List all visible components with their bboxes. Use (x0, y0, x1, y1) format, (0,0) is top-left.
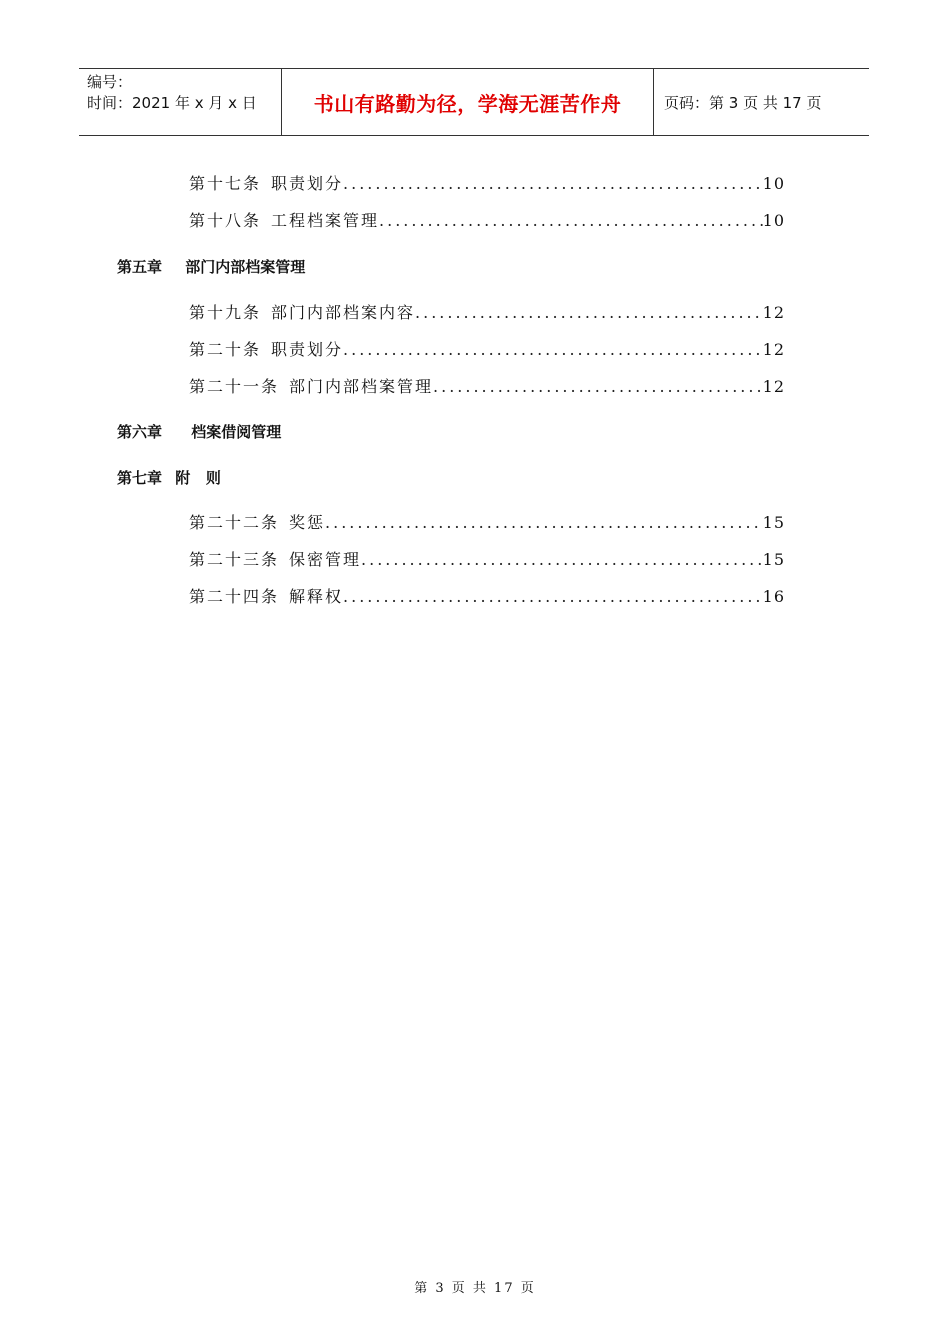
toc-entry[interactable] (189, 208, 785, 231)
toc-entry[interactable] (189, 547, 785, 570)
chapter-number: 第六章 (117, 423, 163, 441)
toc-leader-dots (433, 377, 763, 396)
chapter-title: 部门内部档案管理 (185, 258, 306, 276)
toc-chapter-heading[interactable] (117, 256, 305, 277)
toc-leader-dots (343, 587, 763, 606)
toc-entry[interactable] (189, 510, 785, 533)
toc-entry-number: 第十七条 (189, 174, 262, 193)
document-number-label: 编号： (87, 73, 133, 91)
toc-entry-title: 部门内部档案管理 (289, 377, 434, 396)
toc-entry-page: 10 (762, 211, 785, 230)
header-page-info: 页码：第 3 页 共 17 页 (664, 93, 822, 112)
toc-entry-number: 第十八条 (189, 211, 262, 230)
toc-entry[interactable] (189, 171, 785, 194)
toc-entry-title: 工程档案管理 (271, 211, 380, 230)
toc-leader-dots (379, 211, 763, 230)
toc-entry-number: 第二十三条 (189, 550, 280, 569)
toc-entry-page: 12 (762, 377, 785, 396)
toc-entry-page: 15 (762, 550, 785, 569)
toc-entry[interactable] (189, 300, 785, 323)
toc-leader-dots (325, 513, 763, 532)
toc-entry-page: 15 (762, 513, 785, 532)
chapter-title: 附 则 (175, 469, 221, 487)
toc-entry[interactable] (189, 584, 785, 607)
toc-leader-dots (343, 340, 763, 359)
toc-entry-title: 职责划分 (271, 174, 344, 193)
toc-entry-title: 奖惩 (289, 513, 326, 532)
toc-entry-number: 第二十二条 (189, 513, 280, 532)
header-meta (79, 69, 281, 135)
toc-entry[interactable] (189, 337, 785, 360)
toc-entry-page: 10 (762, 174, 785, 193)
page-footer: 第 3 页 共 17 页 (414, 1281, 536, 1296)
chapter-number: 第五章 (117, 258, 163, 276)
toc-entry-title: 部门内部档案内容 (271, 303, 416, 322)
toc-entry-number: 第二十一条 (189, 377, 280, 396)
toc-entry[interactable] (189, 374, 785, 397)
toc-leader-dots (343, 174, 763, 193)
chapter-number: 第七章 (117, 469, 163, 487)
toc-entry-page: 12 (762, 340, 785, 359)
document-date: 时间：2021 年 x 月 x 日 (87, 94, 257, 112)
toc-entry-title: 职责划分 (271, 340, 344, 359)
toc-chapter-heading[interactable] (117, 467, 221, 488)
page-header (79, 68, 869, 136)
toc-entry-number: 第十九条 (189, 303, 262, 322)
toc-entry-page: 16 (762, 587, 785, 606)
chapter-title: 档案借阅管理 (191, 423, 282, 441)
toc-chapter-heading[interactable] (117, 421, 281, 442)
toc-entry-page: 12 (762, 303, 785, 322)
toc-leader-dots (361, 550, 763, 569)
toc-leader-dots (415, 303, 763, 322)
toc-entry-number: 第二十四条 (189, 587, 280, 606)
toc-entry-title: 解释权 (289, 587, 344, 606)
toc-entry-number: 第二十条 (189, 340, 262, 359)
header-motto: 书山有路勤为径，学海无涯苦作舟 (281, 69, 654, 135)
toc-entry-title: 保密管理 (289, 550, 362, 569)
